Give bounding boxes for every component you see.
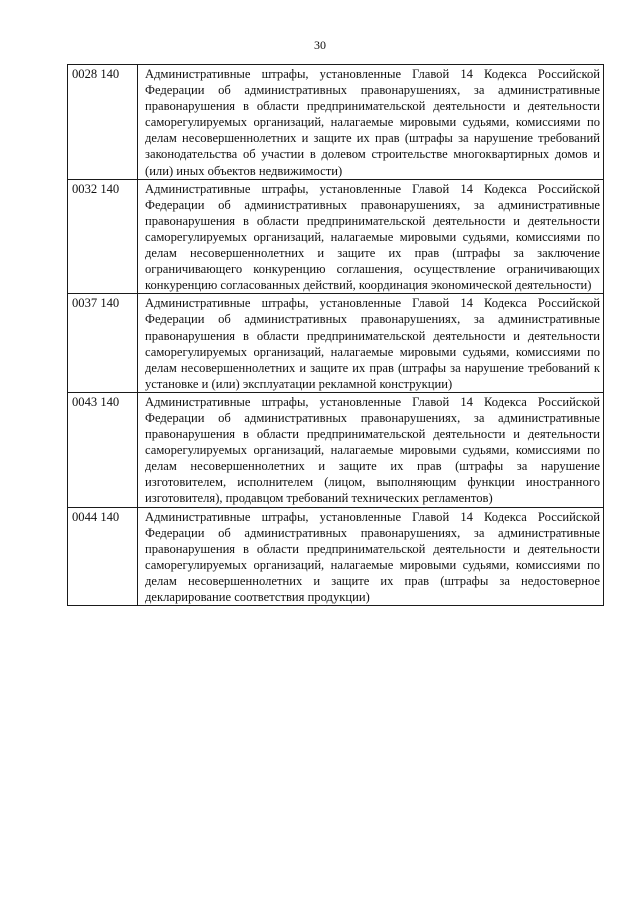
table-row [68, 392, 604, 507]
table-row [68, 507, 604, 606]
table-row [68, 294, 604, 393]
description-cell: Административные штрафы, установленные Главой 14 Кодекса Российской Федерации об административных правонарушениях, за административные правонарушения в области предпринимательской деятельности и деятельности саморегулируемых организаций, налагаемые мировыми судьями, комиссиями по делам несовершеннолетних и защите их прав (штрафы за нарушение требований законодательства об участии в долевом строительстве многоквартирных домов и (или) иных объектов недвижимости) [138, 65, 604, 180]
page-number: 30 [314, 38, 326, 52]
description-cell: Административные штрафы, установленные Главой 14 Кодекса Российской Федерации об административных правонарушениях, за административные правонарушения в области предпринимательской деятельности и деятельности саморегулируемых организаций, налагаемые мировыми судьями, комиссиями по делам несовершеннолетних и защите их прав (штрафы за нарушение требований к установке и (или) эксплуатации рекламной конструкции) [138, 294, 604, 393]
description-cell: Административные штрафы, установленные Главой 14 Кодекса Российской Федерации об административных правонарушениях, за административные правонарушения в области предпринимательской деятельности и деятельности саморегулируемых организаций, налагаемые мировыми судьями, комиссиями по делам несовершеннолетних и защите их прав (штрафы за нарушение изготовителем, исполнителем (лицом, выполняющим функции иностранного изготовителя), продавцом требований технических регламентов) [138, 392, 604, 507]
code-cell: 0044 140 [68, 507, 138, 606]
code-cell: 0032 140 [68, 179, 138, 294]
code-cell: 0043 140 [68, 392, 138, 507]
budget-codes-table [67, 64, 604, 606]
description-cell: Административные штрафы, установленные Главой 14 Кодекса Российской Федерации об административных правонарушениях, за административные правонарушения в области предпринимательской деятельности и деятельности саморегулируемых организаций, налагаемые мировыми судьями, комиссиями по делам несовершеннолетних и защите их прав (штрафы за недостоверное декларирование соответствия продукции) [138, 507, 604, 606]
code-cell: 0028 140 [68, 65, 138, 180]
table-row [68, 65, 604, 180]
code-cell: 0037 140 [68, 294, 138, 393]
description-cell: Административные штрафы, установленные Главой 14 Кодекса Российской Федерации об административных правонарушениях, за административные правонарушения в области предпринимательской деятельности и деятельности саморегулируемых организаций, налагаемые мировыми судьями, комиссиями по делам несовершеннолетних и защите их прав (штрафы за заключение ограничивающего конкуренцию соглашения, осуществление ограничивающих конкуренцию согласованных действий, координация экономической деятельности) [138, 179, 604, 294]
table-row [68, 179, 604, 294]
